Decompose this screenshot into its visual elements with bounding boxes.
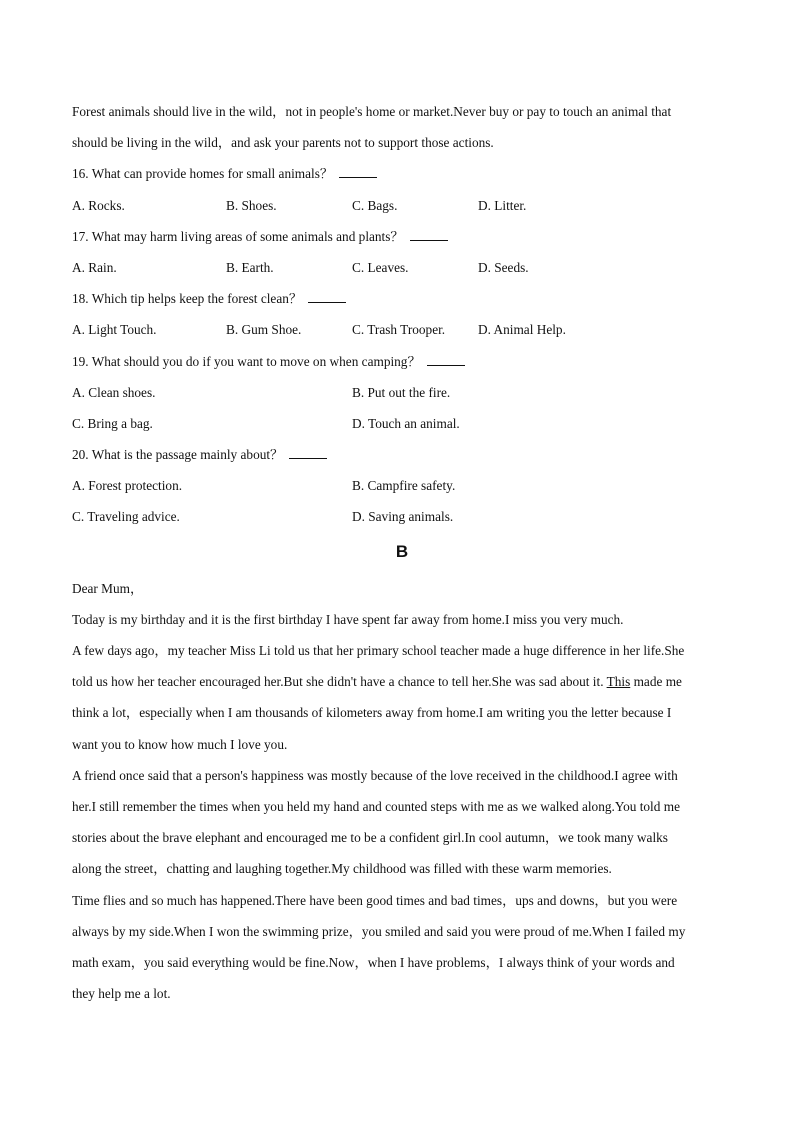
option-b: B. Shoes.: [226, 197, 277, 213]
answer-blank: [308, 290, 346, 303]
question-18-stem: 18. Which tip helps keep the forest clean？: [72, 288, 732, 319]
option-b: B. Earth.: [226, 259, 274, 275]
option-d: D. Touch an animal.: [352, 415, 460, 431]
section-heading: B: [395, 541, 409, 561]
question-16-stem: 16. What can provide homes for small animals？: [72, 163, 732, 194]
option-b: B. Gum Shoe.: [226, 322, 302, 338]
passage-line: Forest animals should live in the wild，not in people's home or market.Never buy or pay to touch an animal that: [72, 104, 672, 119]
answer-blank: [410, 228, 448, 241]
option-a: A. Clean shoes.: [72, 384, 156, 400]
option-b: B. Campfire safety.: [352, 478, 456, 494]
option-b: B. Put out the fire.: [352, 384, 451, 400]
letter-greeting: Dear Mum，: [72, 580, 144, 596]
letter-line: think a lot，especially when I am thousands of kilometers away from home.I am writing you the letter because I: [72, 705, 672, 721]
letter-line: Today is my birthday and it is the first birthday I have spent far away from home.I miss you very much.: [72, 611, 624, 627]
letter-line: her.I still remember the times when you held my hand and counted steps with me as we walked along.You told me: [72, 798, 680, 814]
question-20-options-row-2: [72, 506, 732, 537]
option-c: C. Trash Trooper.: [352, 322, 446, 338]
option-a: A. Forest protection.: [72, 478, 183, 494]
option-a: A. Rain.: [72, 259, 117, 275]
question-17-stem: 17. What may harm living areas of some animals and plants？: [72, 226, 732, 257]
answer-blank: [427, 353, 465, 366]
option-c: C. Leaves.: [352, 259, 409, 275]
letter-line: they help me a lot.: [72, 986, 171, 1002]
option-a: A. Light Touch.: [72, 322, 157, 338]
letter-line: A friend once said that a person's happiness was mostly because of the love received in the childhood.I agree with: [72, 767, 678, 783]
underlined-word: This: [606, 674, 631, 690]
letter-line: math exam，you said everything would be fine.Now，when I have problems，I always think of your words and: [72, 954, 675, 970]
question-19-stem: 19. What should you do if you want to move on when camping？: [72, 351, 732, 382]
question-20-options-row-1: [72, 475, 732, 506]
question-18-options: [72, 319, 732, 350]
option-d: D. Litter.: [478, 197, 527, 213]
option-a: A. Rocks.: [72, 197, 125, 213]
letter-line: along the street，chatting and laughing together.My childhood was filled with these warm memories.: [72, 861, 612, 877]
option-d: D. Saving animals.: [352, 509, 454, 525]
question-20-stem: 20. What is the passage mainly about？: [72, 444, 732, 475]
letter-line: always by my side.When I won the swimming prize，you smiled and said you were proud of me.When I failed my: [72, 923, 686, 939]
answer-blank: [339, 165, 377, 178]
option-c: C. Traveling advice.: [72, 509, 180, 525]
letter-line: A few days ago，my teacher Miss Li told us that her primary school teacher made a huge difference in her life.She: [72, 643, 685, 658]
letter-line: want you to know how much I love you.: [72, 736, 288, 752]
letter-line: stories about the brave elephant and encouraged me to be a confident girl.In cool autumn，we took many walks: [72, 830, 668, 846]
question-16-options: [72, 195, 732, 226]
passage-line: should be living in the wild，and ask your parents not to support those actions.: [72, 135, 494, 151]
question-17-options: [72, 257, 732, 288]
answer-blank: [289, 446, 327, 459]
option-d: D. Seeds.: [478, 259, 529, 275]
question-19-options-row-1: [72, 382, 732, 413]
content-area: [72, 101, 732, 1014]
letter-line: Time flies and so much has happened.There have been good times and bad times，ups and downs，but you were: [72, 892, 678, 908]
option-c: C. Bags.: [352, 197, 398, 213]
letter-line: told us how her teacher encouraged her.But she didn't have a chance to tell her.She was sad about it. This made me: [72, 674, 682, 690]
option-c: C. Bring a bag.: [72, 415, 153, 431]
question-19-options-row-2: [72, 413, 732, 444]
option-d: D. Animal Help.: [478, 322, 566, 338]
